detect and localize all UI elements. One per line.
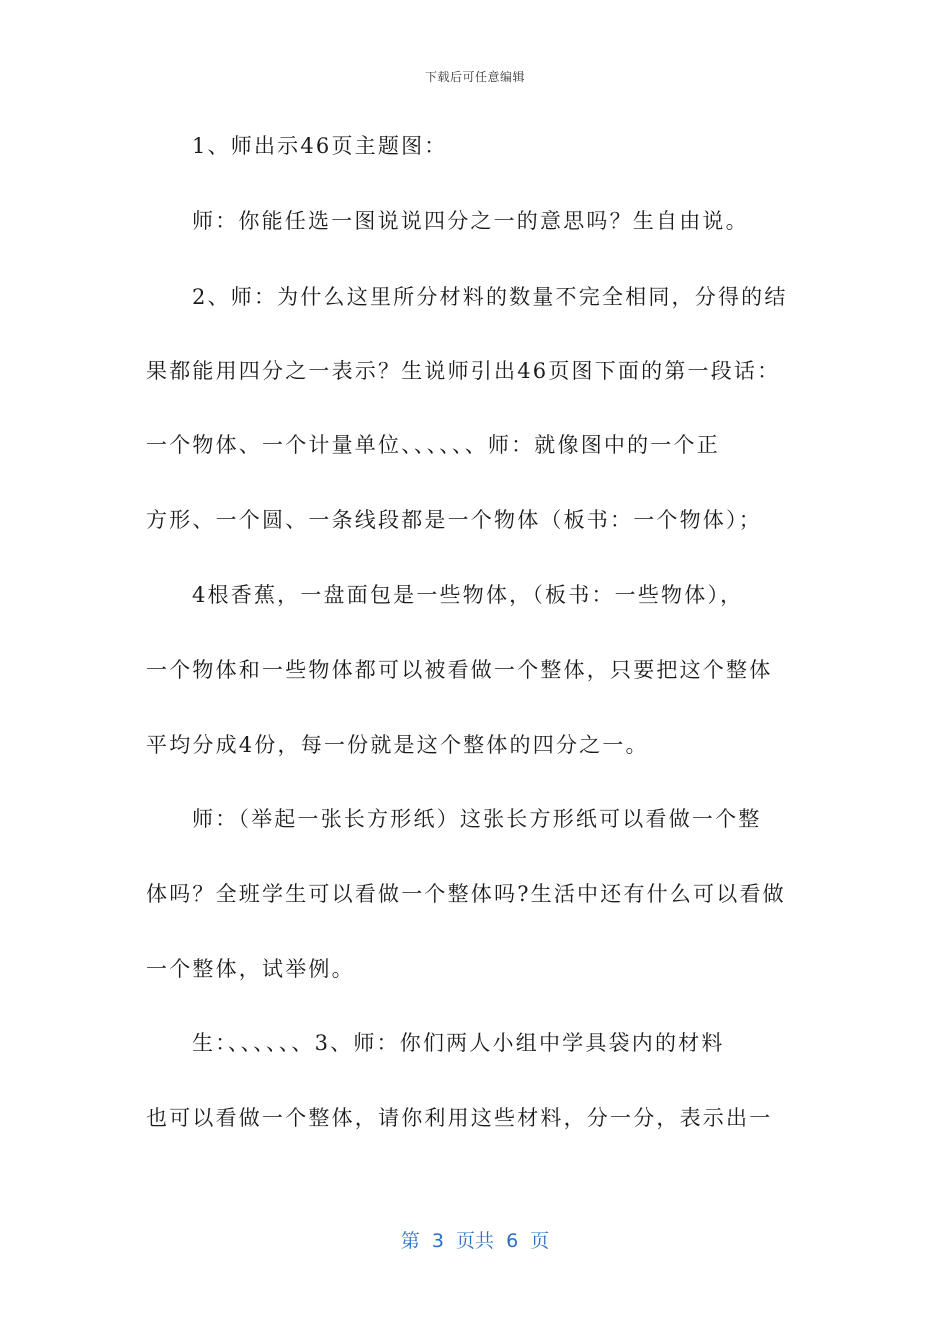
text-line: 平均分成4份，每一份就是这个整体的四分之一。 bbox=[146, 733, 649, 757]
text-line: 师：（举起一张长方形纸）这张长方形纸可以看做一个整 bbox=[192, 807, 762, 831]
text-line: 体吗？全班学生可以看做一个整体吗?生活中还有什么可以看做 bbox=[146, 882, 786, 906]
text-line: 也可以看做一个整体，请你利用这些材料，分一分，表示出一 bbox=[146, 1106, 773, 1130]
text-line: 2、师：为什么这里所分材料的数量不完全相同，分得的结 bbox=[192, 285, 788, 309]
header-note: 下载后可任意编辑 bbox=[424, 70, 525, 84]
text-line: 方形、一个圆、一条线段都是一个物体（板书：一个物体）； bbox=[146, 508, 762, 532]
text-line: 一个物体、一个计量单位、、、、、、师：就像图中的一个正 bbox=[146, 433, 720, 457]
text-line: 一个物体和一些物体都可以被看做一个整体，只要把这个整体 bbox=[146, 658, 773, 682]
text-line: 1、师出示46页主题图： bbox=[192, 134, 448, 158]
text-line: 一个整体，试举例。 bbox=[146, 957, 355, 981]
text-line: 师：你能任选一图说说四分之一的意思吗？生自由说。 bbox=[192, 209, 749, 233]
text-line: 4根香蕉，一盘面包是一些物体，（板书：一些物体）， bbox=[192, 583, 744, 607]
text-line: 果都能用四分之一表示？生说师引出46页图下面的第一段话： bbox=[146, 359, 781, 383]
text-line: 生：、、、、、、3、师：你们两人小组中学具袋内的材料 bbox=[192, 1031, 725, 1055]
page-number-footer: 第 3 页共 6 页 bbox=[400, 1230, 550, 1252]
